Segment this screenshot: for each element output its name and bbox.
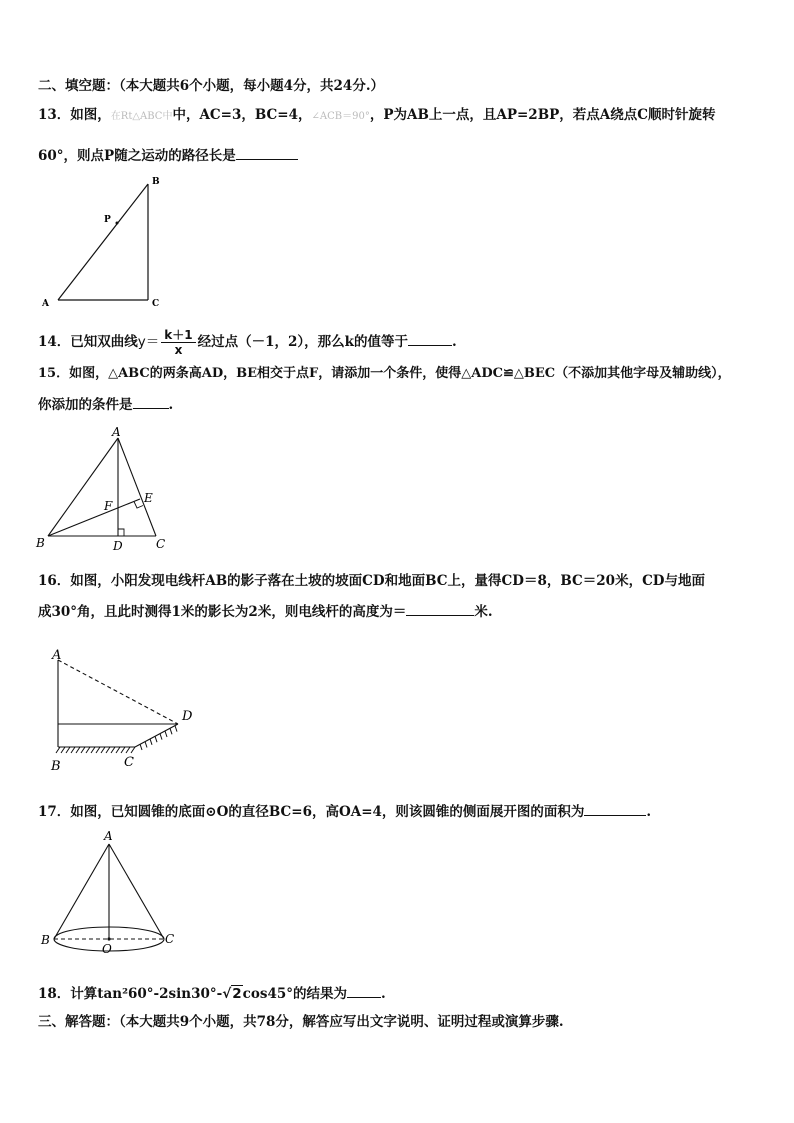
q13-figure [30, 170, 180, 315]
q18-sqrt: √2 [222, 986, 242, 1002]
q17-end: . [646, 804, 652, 820]
question-14 [38, 327, 774, 357]
q16-line2-text-b: 米. [474, 604, 493, 620]
q18-suffix: cos45°的结果为 [242, 986, 348, 1002]
q17-slant-ab [54, 844, 109, 939]
q17-label-o: O [102, 942, 112, 956]
q16-label-a: A [52, 648, 62, 663]
q13-text-c: ，P为AB上一点，且AP=2BP，若点A绕点C顺时针旋转 [369, 107, 716, 123]
q15-end: . [168, 397, 174, 413]
q16-label-c: C [124, 755, 134, 770]
q16-line2-text-a: 成30°角，且此时测得1米的影长为2米，则电线杆的高度为＝ [38, 604, 407, 620]
q18-radicand: 2 [232, 986, 242, 1002]
q14-end: . [452, 334, 457, 350]
q14-prefix: 14．已知双曲线 [38, 334, 138, 350]
q14-y-equals: y＝ [137, 334, 160, 350]
q17-label-c: C [165, 932, 175, 946]
q15-label-e: E [144, 491, 153, 505]
q13-faint-formula-2: ∠ACB＝90° [311, 111, 370, 122]
q15-label-d: D [113, 539, 123, 553]
q13-label-a: A [42, 299, 49, 309]
q17-figure [36, 826, 186, 958]
q16-label-d: D [182, 709, 193, 724]
q16-figure [40, 642, 220, 774]
q15-side-ac [118, 438, 156, 536]
q13-label-c: C [152, 299, 160, 309]
q16-slope-cd [135, 724, 178, 747]
q15-label-c: C [156, 537, 166, 551]
q14-answer-blank[interactable] [408, 331, 452, 346]
q15-right-angle-e [134, 502, 143, 509]
q17-label-a: A [104, 829, 113, 843]
q13-text-b: 中，AC=3，BC=4， [172, 107, 312, 123]
question-13-line-2 [38, 145, 774, 166]
q15-label-b: B [36, 536, 45, 550]
q17-center-o [107, 937, 110, 940]
q13-text-a: 13．如图， [38, 107, 111, 123]
q13-label-b: B [152, 177, 160, 187]
q15-side-ab [48, 438, 118, 536]
q15-label-f: F [104, 499, 113, 513]
q13-point-p [116, 222, 119, 225]
q17-text: 17．如图，已知圆锥的底面⊙O的直径BC=6，高OA=4，则该圆锥的侧面展开图的面积为 [38, 804, 585, 820]
q13-line2-text: 60°，则点P随之运动的路径长是 [38, 148, 236, 164]
q16-sun-ray-ad [58, 660, 178, 724]
question-13-line-1 [38, 105, 774, 127]
q16-ground-hatching [56, 747, 135, 753]
question-18 [38, 983, 774, 1004]
question-15-line-1: 15．如图，△ABC的两条高AD，BE相交于点F，请添加一个条件，使得△ADC≌△BEC（不添加其他字母及辅助线）， [38, 366, 731, 381]
q14-fraction [161, 328, 195, 357]
q15-line2-text: 你添加的条件是 [38, 397, 133, 413]
q18-answer-blank[interactable] [347, 983, 381, 998]
q15-right-angle-d [118, 529, 124, 536]
q15-figure [30, 424, 180, 554]
q15-answer-blank[interactable] [133, 394, 169, 409]
q13-answer-blank[interactable] [236, 145, 298, 160]
question-16-line-1: 16．如图，小阳发现电线杆AB的影子落在土坡的坡面CD和地面BC上，量得CD＝8，BC＝20米，CD与地面 [38, 573, 706, 589]
q18-end: . [381, 986, 386, 1002]
q17-slant-ac [109, 844, 164, 939]
q13-label-p: P [104, 215, 111, 225]
q16-slope-hatching [140, 726, 177, 750]
q14-denominator: x [174, 343, 183, 357]
q16-label-b: B [51, 759, 61, 774]
q14-numerator: k＋1 [161, 328, 195, 343]
question-16-line-2 [38, 601, 774, 622]
q17-answer-blank[interactable] [584, 801, 646, 816]
q15-label-a: A [112, 425, 121, 439]
q16-answer-blank[interactable] [406, 601, 474, 616]
question-17-line-1 [38, 801, 774, 822]
q17-label-b: B [41, 933, 50, 947]
q18-prefix: 18．计算tan²60°-2sin30°- [38, 986, 223, 1002]
q13-faint-formula-1: 在Rt△ABC中 [110, 111, 173, 122]
section-3-heading: 三、解答题：（本大题共9个小题，共78分，解答应写出文字说明、证明过程或演算步骤. [38, 1014, 564, 1030]
q13-side-ab [58, 184, 148, 300]
q14-suffix: 经过点（－1，2），那么k的值等于 [197, 334, 409, 350]
section-2-heading: 二、填空题：（本大题共6个小题，每小题4分，共24分.） [38, 78, 385, 94]
question-15-line-2 [38, 394, 774, 415]
